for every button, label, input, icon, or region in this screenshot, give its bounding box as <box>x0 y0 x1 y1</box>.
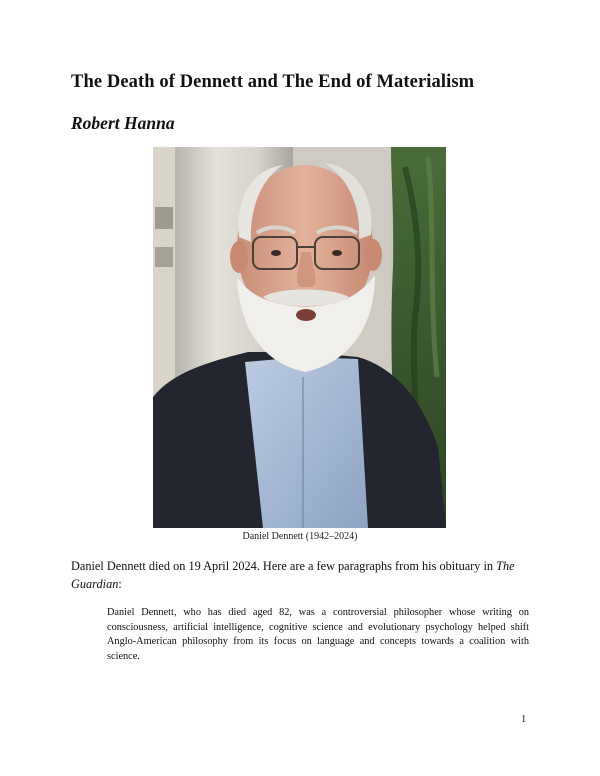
obituary-quote: Daniel Dennett, who has died aged 82, was a controversial philosopher whose writing on consciousness, artificial intelligence, cognitive science and evolutionary psychology helped shift Anglo-American philosophy from its focus on language and concepts towards a coalition with science. <box>107 607 529 662</box>
portrait-photo <box>153 147 446 528</box>
page-number: 1 <box>521 714 527 725</box>
photo-caption: Daniel Dennett (1942–2024) <box>242 531 358 542</box>
intro-paragraph <box>71 557 529 593</box>
intro-text: Daniel Dennett died on 19 April 2024. Here are a few paragraphs from his obituary in <box>71 559 497 573</box>
guardian-citation: The Guardian <box>71 559 515 591</box>
author-name: Robert Hanna <box>71 113 175 133</box>
intro-colon: : <box>118 577 122 591</box>
document-title: The Death of Dennett and The End of Materialism <box>71 72 475 92</box>
